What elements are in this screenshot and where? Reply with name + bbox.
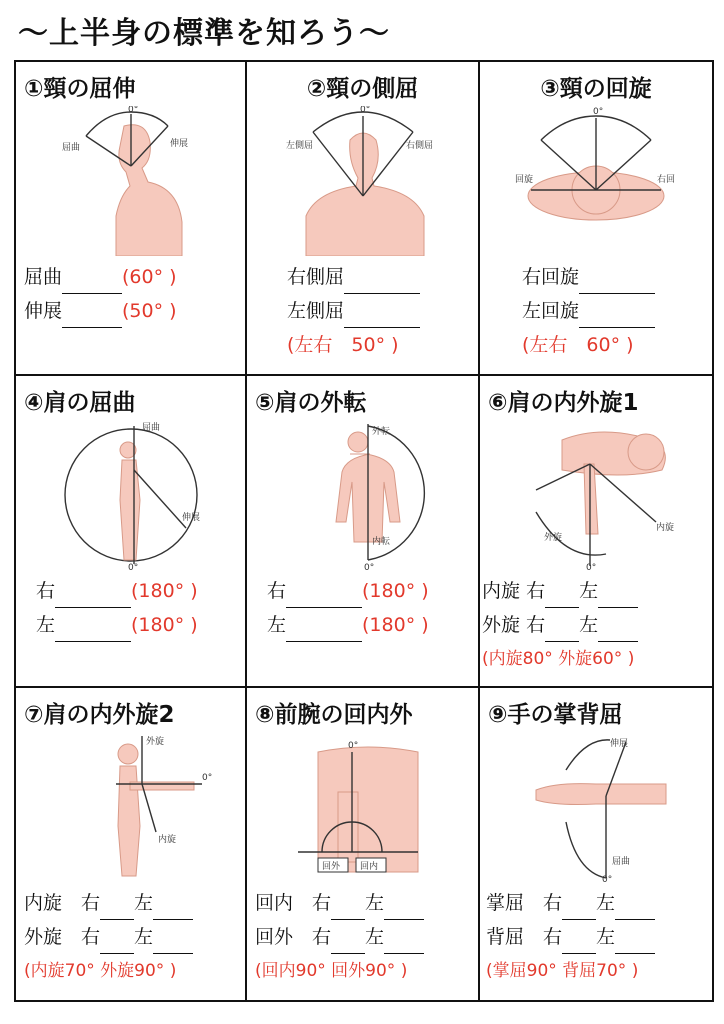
svg-text:回内: 回内 [359, 862, 378, 872]
cell-title: ①頸の屈伸 [24, 76, 136, 102]
svg-text:0°: 0° [593, 107, 604, 117]
cell-neck-lateral: ②頸の側屈 0° 左側屈 右側屈 右側屈 左側屈 (左右 50° ) [247, 62, 480, 376]
svg-text:屈曲: 屈曲 [141, 423, 160, 433]
svg-text:内旋: 内旋 [656, 523, 675, 533]
shoulder-flexion-illustration [16, 420, 245, 570]
neck-rotation-illustration [480, 106, 712, 256]
cell-shoulder-rotation-2: ⑦肩の内外旋2 外旋 内旋 0° 内旋 右 左 外旋 右 左 (内旋70° 外旋90° ) [16, 688, 247, 1000]
svg-text:右回: 右回 [657, 175, 676, 185]
svg-text:0°: 0° [127, 563, 138, 570]
cell-shoulder-flexion: ④肩の屈曲 屈曲 伸展 0° 右 (180° ) 左 (180° ) [16, 376, 247, 688]
cell-title: ④肩の屈曲 [24, 390, 136, 416]
svg-text:内旋: 内旋 [157, 835, 176, 845]
svg-text:伸展: 伸展 [181, 513, 200, 523]
cell-wrist-flexion: ⑨手の掌背屈 伸展 屈曲 0° 掌屈 右 左 背屈 右 左 (掌屈90° 背屈70° ) [480, 688, 712, 1000]
cell-forearm-pronation: ⑧前腕の回内外 回外 回内 0° 回内 右 左 回外 右 左 (回内90° 回外90° ) [247, 688, 480, 1000]
worksheet-grid [14, 60, 714, 1002]
neck-flexion-illustration [16, 106, 245, 256]
svg-text:左側屈: 左側屈 [285, 141, 313, 151]
cell-title: ⑥肩の内外旋1 [488, 390, 639, 416]
cell-neck-flexion: ①頸の屈伸 0° 屈曲 伸展 屈曲 (60° ) 伸展 (50° ) [16, 62, 247, 376]
svg-text:伸展: 伸展 [610, 739, 629, 749]
svg-text:0°: 0° [359, 106, 370, 115]
svg-text:外転: 外転 [371, 427, 390, 437]
cell-shoulder-abduction: ⑤肩の外転 外転 内転 0° 右 (180° ) 左 (180° ) [247, 376, 480, 688]
svg-text:右側屈: 右側屈 [405, 141, 433, 151]
page-title: ～上半身の標準を知ろう～ [18, 16, 390, 51]
cell-title: ⑨手の掌背屈 [488, 702, 623, 728]
cell-title: ③頸の回旋 [540, 76, 652, 102]
cell-neck-rotation: ③頸の回旋 0° 回旋 右回 右回旋 左回旋 (左右 60° ) [480, 62, 712, 376]
svg-text:回旋: 回旋 [515, 175, 534, 185]
cell-title: ⑦肩の内外旋2 [24, 702, 175, 728]
cell-title: ⑧前腕の回内外 [255, 702, 413, 728]
wrist-flexion-illustration [480, 732, 712, 882]
svg-text:外旋: 外旋 [544, 533, 563, 543]
neck-lateral-illustration [247, 106, 478, 256]
forearm-pronation-illustration [247, 732, 478, 882]
shoulder-rotation-2-illustration [16, 732, 245, 882]
svg-text:回外: 回外 [321, 862, 340, 872]
svg-text:0°: 0° [363, 563, 374, 570]
svg-text:屈曲: 屈曲 [61, 143, 80, 153]
svg-text:外旋: 外旋 [145, 737, 164, 747]
svg-text:0°: 0° [602, 875, 613, 882]
svg-text:内転: 内転 [371, 537, 390, 547]
cell-shoulder-rotation-1: ⑥肩の内外旋1 外旋 内旋 0° 内旋 右 左 外旋 右 左 (内旋80° 外旋60° ) [480, 376, 712, 688]
cell-title: ②頸の側屈 [306, 76, 419, 102]
shoulder-rotation-1-illustration [480, 420, 712, 570]
svg-text:屈曲: 屈曲 [612, 857, 631, 867]
svg-text:伸展: 伸展 [169, 139, 188, 149]
svg-text:0°: 0° [201, 773, 212, 783]
shoulder-abduction-illustration [247, 420, 478, 570]
svg-text:0°: 0° [586, 563, 597, 570]
cell-title: ⑤肩の外転 [255, 390, 367, 416]
svg-text:0°: 0° [347, 741, 358, 751]
svg-text:0°: 0° [127, 106, 138, 115]
